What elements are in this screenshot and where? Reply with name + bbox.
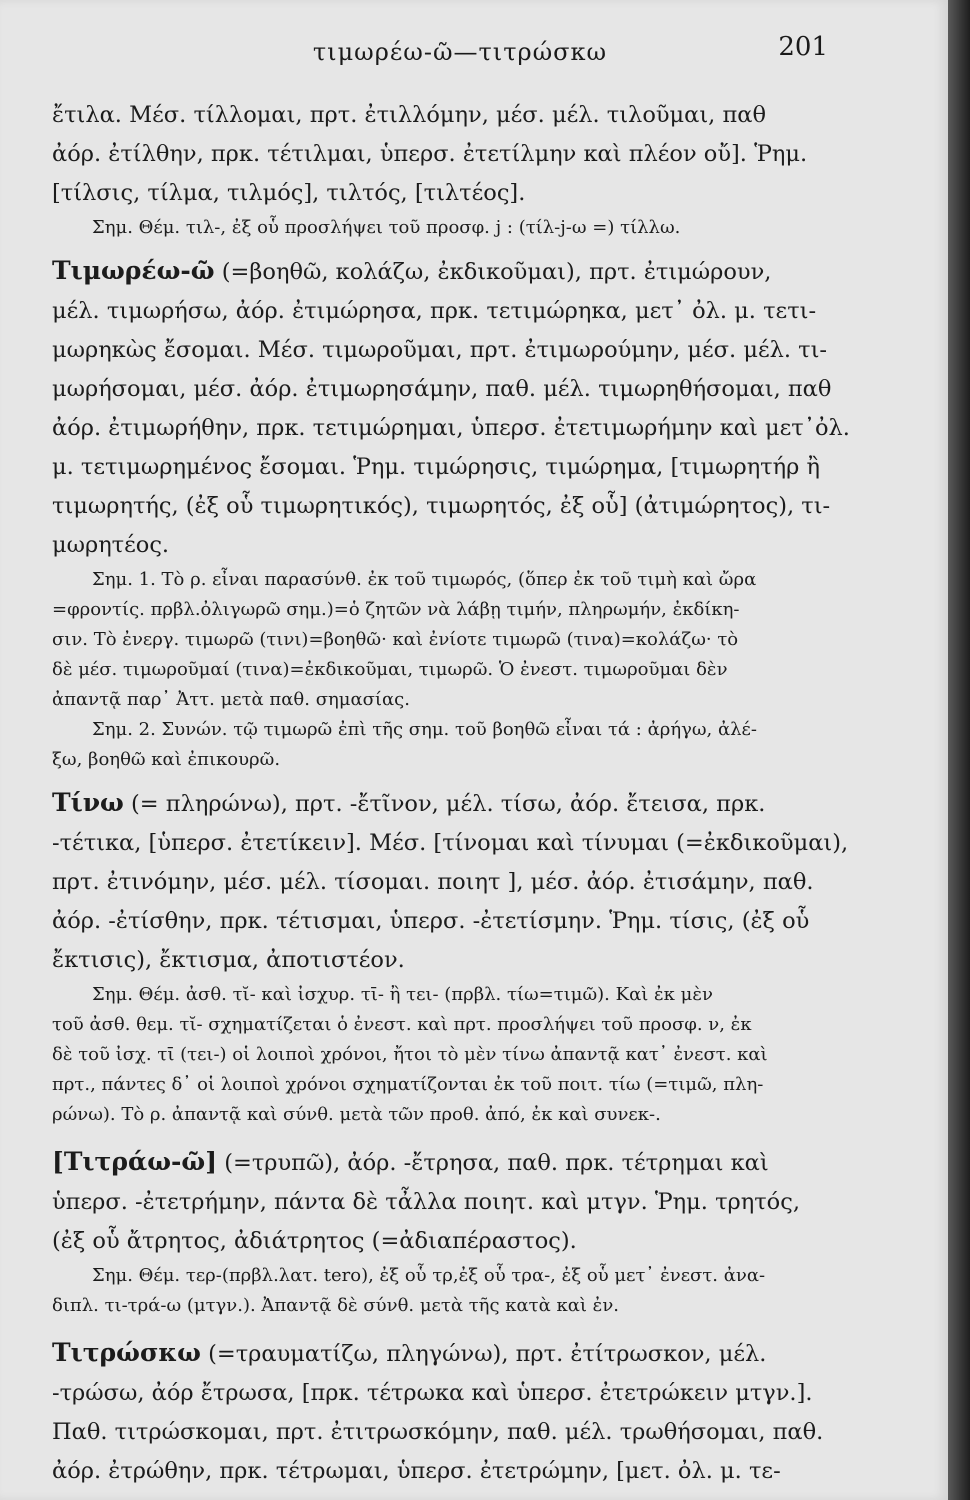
text-line: ἀόρ. ἐτίλθην, πρκ. τέτιλμαι, ὑπερσ. ἐτετίλμην καὶ πλέον οὔ]. Ῥημ. xyxy=(52,141,808,167)
text-line: ὑπερσ. -ἐτετρήμην, πάντα δὲ τἆλλα ποιητ. καὶ μτγν. Ῥημ. τρητός, xyxy=(52,1189,800,1215)
entry-text: (=βοηθῶ, κολάζω, ἐκδικοῦμαι), πρτ. ἐτιμώρουν, xyxy=(221,259,772,285)
page-body xyxy=(52,96,892,1491)
page-header xyxy=(0,32,948,78)
text-line: ἔκτισις), ἔκτισμα, ἀποτιστέον. xyxy=(52,947,405,973)
text-line: [τίλσις, τίλμα, τιλμός], τιλτός, [τιλτέος]. xyxy=(52,180,526,206)
headword-timoreo: Τιμωρέω-ῶ xyxy=(52,256,215,285)
entry-text: (= πληρώνω), πρτ. -ἔτῖνον, μέλ. τίσω, ἀόρ. ἔτεισα, πρκ. xyxy=(131,791,766,817)
entry-first-line xyxy=(52,1333,892,1374)
text-line: -τέτικα, [ὑπερσ. ἐτετίκειν]. Μέσ. [τίνομαι καὶ τίνυμαι (=ἐκδικοῦμαι), xyxy=(52,830,849,856)
page-number: 201 xyxy=(778,32,828,62)
text-line: -τρώσω, ἀόρ ἔτρωσα, [πρκ. τέτρωκα καὶ ὑπερσ. ἐτετρώκειν μτγν.]. xyxy=(52,1380,813,1406)
text-line: μέλ. τιμωρήσω, ἀόρ. ἐτιμώρησα, πρκ. τετιμώρηκα, μετ᾽ ὀλ. μ. τετι- xyxy=(52,298,817,324)
note-line: ξω, βοηθῶ καὶ ἐπικουρῶ. xyxy=(52,749,281,770)
note-line: πρτ., πάντες δ᾽ οἱ λοιποὶ χρόνοι σχηματίζονται ἐκ τοῦ ποιτ. τίω (=τιμῶ, πλη- xyxy=(52,1074,764,1095)
note-line: δὲ μέσ. τιμωροῦμαί (τινα)=ἐκδικοῦμαι, τιμωρῶ. Ὁ ἐνεστ. τιμωροῦμαι δὲν xyxy=(52,659,728,680)
note-line: ἀπαντᾷ παρ᾽ Ἀττ. μετὰ παθ. σημασίας. xyxy=(52,689,410,710)
text-line: μ. τετιμωρημένος ἔσομαι. Ῥημ. τιμώρησις, τιμώρημα, [τιμωρητήρ ἢ xyxy=(52,454,820,480)
note-line: σιν. Τὸ ἐνεργ. τιμωρῶ (τινι)=βοηθῶ· καὶ ἐνίοτε τιμωρῶ (τινα)=κολάζω· τὸ xyxy=(52,629,739,650)
text-line: μωρήσομαι, μέσ. ἀόρ. ἐτιμωρησάμην, παθ. μέλ. τιμωρηθήσομαι, παθ xyxy=(52,376,832,402)
note-line: τοῦ ἀσθ. θεμ. τῐ- σχηματίζεται ὁ ἐνεστ. καὶ πρτ. προσλήψει τοῦ προσφ. ν, ἐκ xyxy=(52,1014,752,1035)
headword-tino: Τίνω xyxy=(52,788,124,817)
note-line: =φροντίς. πρβλ.ὀλιγωρῶ σημ.)=ὁ ζητῶν νὰ λάβῃ τιμήν, πληρωμήν, ἐκδίκη- xyxy=(52,599,740,620)
running-title: τιμωρέω-ῶ—τιτρώσκω xyxy=(312,38,608,66)
text-line: (ἐξ οὗ ἄτρητος, ἀδιάτρητος (=ἀδιαπέραστος). xyxy=(52,1228,577,1254)
text-line: μωρηκὼς ἔσομαι. Μέσ. τιμωροῦμαι, πρτ. ἐτιμωρούμην, μέσ. μέλ. τι- xyxy=(52,337,828,363)
text-line: μωρητέος. xyxy=(52,532,170,558)
entry-first-line xyxy=(52,1142,892,1183)
text-line: ἀόρ. ἐτρώθην, πρκ. τέτρωμαι, ὑπερσ. ἐτετρώμην, [μετ. ὀλ. μ. τε- xyxy=(52,1458,781,1484)
note-line: Σημ. Θέμ. τιλ-, ἐξ οὗ προσλήψει τοῦ προσφ. j : (τίλ-j-ω =) τίλλω. xyxy=(92,217,681,238)
text-line: πρτ. ἐτινόμην, μέσ. μέλ. τίσομαι. ποιητ ], μέσ. ἀόρ. ἐτισάμην, παθ. xyxy=(52,869,814,895)
note-line: Σημ. Θέμ. ἀσθ. τῐ- καὶ ἰσχυρ. τῑ- ἢ τει- (πρβλ. τίω=τιμῶ). Καὶ ἐκ μὲν xyxy=(92,984,713,1005)
text-line: τιμωρητής, (ἐξ οὗ τιμωρητικός), τιμωρητός, ἐξ οὗ] (ἀτιμώρητος), τι- xyxy=(52,493,831,519)
note-line: Σημ. Θέμ. τερ-(πρβλ.λατ. tero), ἐξ οὗ τρ,ἐξ οὗ τρα-, ἐξ οὗ μετ᾽ ἐνεστ. ἀνα- xyxy=(92,1265,766,1286)
text-line: Παθ. τιτρώσκομαι, πρτ. ἐτιτρωσκόμην, παθ. μέλ. τρωθήσομαι, παθ. xyxy=(52,1419,824,1445)
note-line: Σημ. 1. Τὸ ρ. εἶναι παρασύνθ. ἐκ τοῦ τιμωρός, (ὅπερ ἐκ τοῦ τιμὴ καὶ ὤρα xyxy=(92,569,757,590)
text-line: ἀόρ. -ἐτίσθην, πρκ. τέτισμαι, ὑπερσ. -ἐτετίσμην. Ῥημ. τίσις, (ἐξ οὗ xyxy=(52,908,810,934)
note-line: δὲ τοῦ ἰσχ. τῑ (τει-) οἱ λοιποὶ χρόνοι, ἤτοι τὸ μὲν τίνω ἀπαντᾷ κατ᾽ ἐνεστ. καὶ xyxy=(52,1044,768,1065)
note-line: Σημ. 2. Συνών. τῷ τιμωρῶ ἐπὶ τῆς σημ. τοῦ βοηθῶ εἶναι τά : ἀρήγω, ἀλέ- xyxy=(92,719,757,740)
headword-titrao: [Τιτράω-ῶ] xyxy=(52,1147,218,1176)
note-line: διπλ. τι-τρά-ω (μτγν.). Ἀπαντᾷ δὲ σύνθ. μετὰ τῆς κατὰ καὶ ἐν. xyxy=(52,1295,619,1316)
headword-titrosko: Τιτρώσκω xyxy=(52,1338,201,1367)
entry-first-line xyxy=(52,251,892,292)
page-edge-shadow xyxy=(948,0,970,1500)
text-line: ἔτιλα. Μέσ. τίλλομαι, πρτ. ἐτιλλόμην, μέσ. μέλ. τιλοῦμαι, παθ xyxy=(52,102,767,128)
entry-text: (=τραυματίζω, πληγώνω), πρτ. ἐτίτρωσκον, μέλ. xyxy=(208,1341,767,1367)
note-line: ρώνω). Τὸ ρ. ἀπαντᾷ καὶ σύνθ. μετὰ τῶν προθ. ἀπό, ἐκ καὶ συνεκ-. xyxy=(52,1104,661,1125)
entry-text: (=τρυπῶ), ἀόρ. -ἔτρησα, παθ. πρκ. τέτρημαι καὶ xyxy=(224,1150,769,1176)
entry-first-line xyxy=(52,783,892,824)
text-line: ἀόρ. ἐτιμωρήθην, πρκ. τετιμώρημαι, ὑπερσ. ἐτετιμωρήμην καὶ μετ᾽ὀλ. xyxy=(52,415,850,441)
